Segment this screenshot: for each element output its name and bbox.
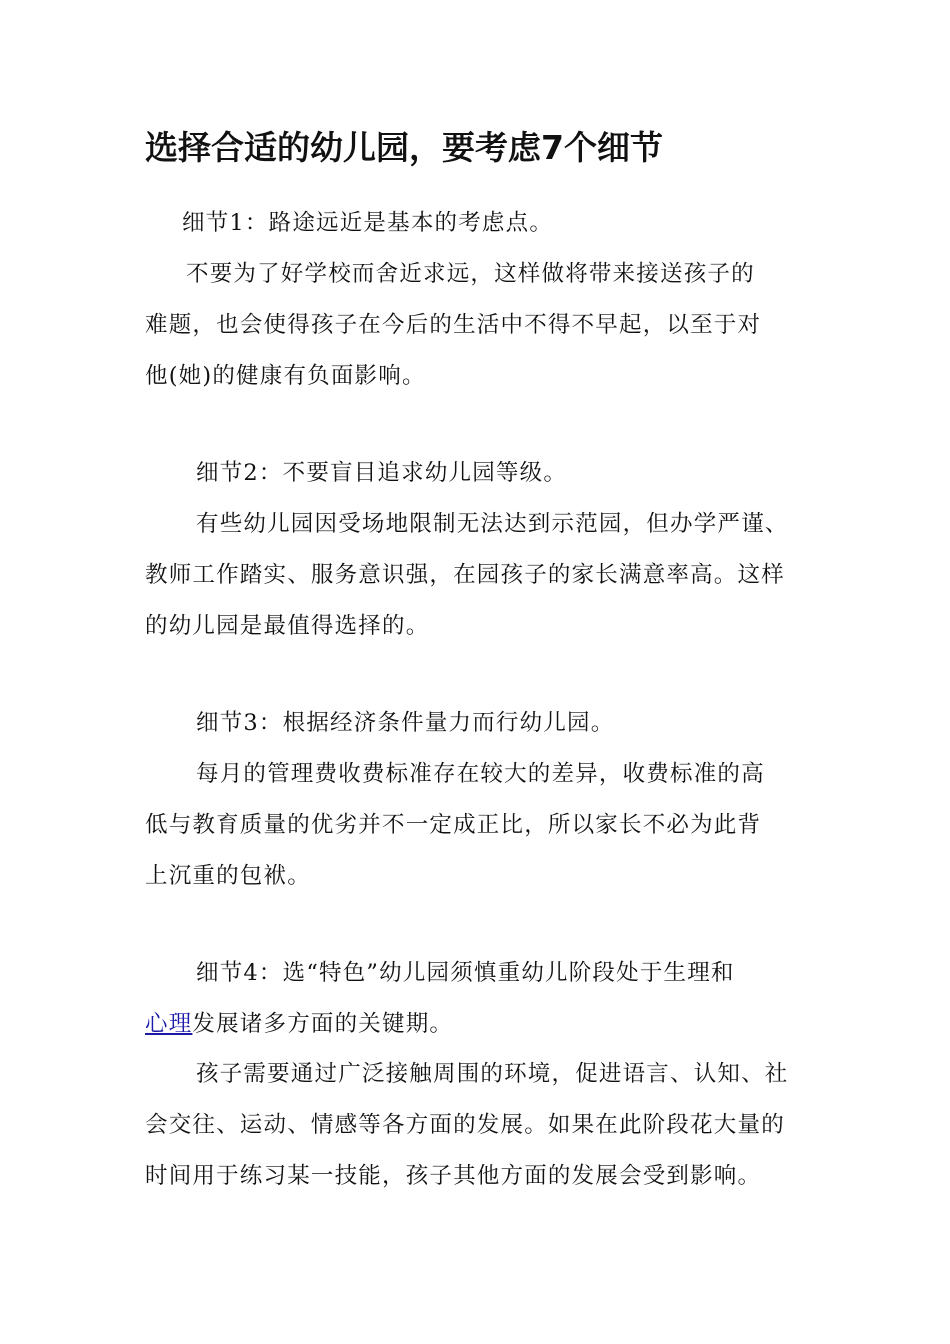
section-1-heading: 细节1：路途远近是基本的考虑点。 xyxy=(182,210,554,236)
section-2-body-line-2: 教师工作踏实、服务意识强，在园孩子的家长满意率高。这样 xyxy=(145,562,785,588)
section-2-heading: 细节2：不要盲目追求幼儿园等级。 xyxy=(196,460,568,486)
section-4-heading-line-2-rest: 发展诸多方面的关键期。 xyxy=(192,1011,454,1037)
section-3-body-line-3: 上沉重的包袱。 xyxy=(145,863,311,889)
section-2-body-line-3: 的幼儿园是最值得选择的。 xyxy=(145,613,430,639)
section-3-body-line-2: 低与教育质量的优劣并不一定成正比，所以家长不必为此背 xyxy=(145,812,762,838)
section-4-heading-line-2 xyxy=(145,1007,453,1041)
document-title: 选择合适的幼儿园，要考虑7个细节 xyxy=(145,128,663,167)
psychology-link[interactable]: 心理 xyxy=(145,1011,193,1037)
section-3-body-line-1: 每月的管理费收费标准存在较大的差异，收费标准的高 xyxy=(196,761,765,787)
section-4-body-line-2: 会交往、运动、情感等各方面的发展。如果在此阶段花大量的 xyxy=(145,1112,785,1138)
section-1-body-line-1: 不要为了好学校而舍近求远，这样做将带来接送孩子的 xyxy=(186,261,755,287)
section-2-body-line-1: 有些幼儿园因受场地限制无法达到示范园，但办学严谨、 xyxy=(196,511,789,537)
section-4-heading-line-1: 细节4：选“特色”幼儿园须慎重幼儿阶段处于生理和 xyxy=(196,960,735,986)
section-3-heading: 细节3：根据经济条件量力而行幼儿园。 xyxy=(196,710,615,736)
section-4-body-line-3: 时间用于练习某一技能，孩子其他方面的发展会受到影响。 xyxy=(145,1163,762,1189)
section-4-body-line-1: 孩子需要通过广泛接触周围的环境，促进语言、认知、社 xyxy=(196,1061,789,1087)
section-1-body-line-3: 他(她)的健康有负面影响。 xyxy=(145,363,426,389)
section-1-body-line-2: 难题，也会使得孩子在今后的生活中不得不早起，以至于对 xyxy=(145,312,762,338)
